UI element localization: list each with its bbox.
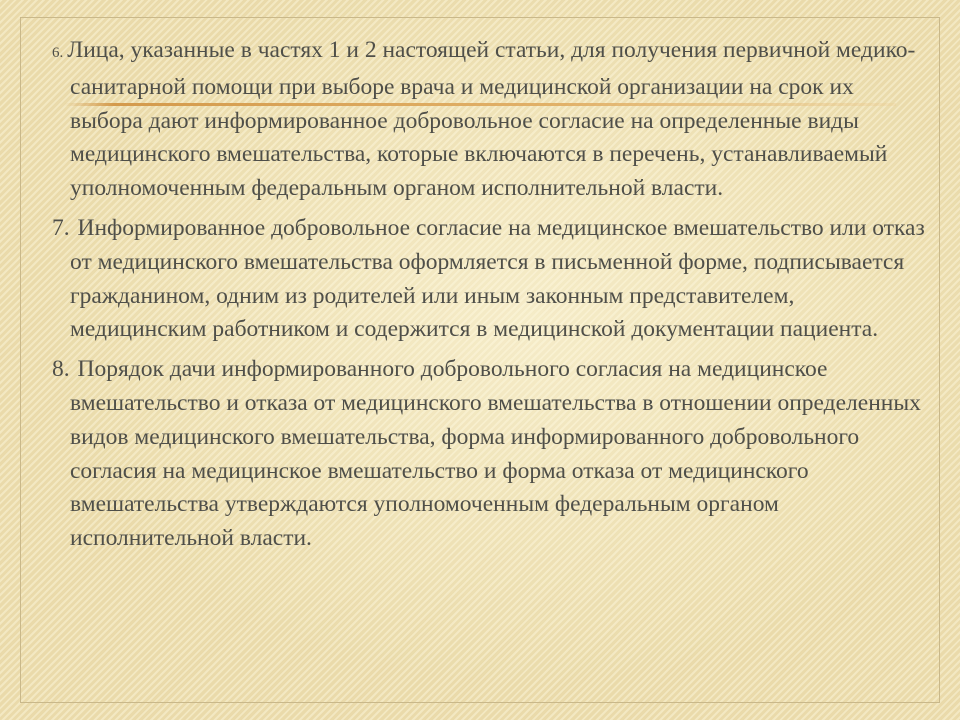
paragraph-text: Информированное добровольное согласие на медицинское вмешательство или отказ от медицинского вмешательства оформляется в письменной форме, подписывается гражданином, одним из родителей или иным законным представителем, медицинским работником и содержится в медицинской документации пациента. [70, 214, 925, 343]
slide-body [52, 34, 932, 562]
paragraph-number: 6. [52, 45, 64, 61]
paragraph-number: 8. [52, 356, 70, 383]
paragraph-8 [52, 353, 932, 556]
paragraph-6 [52, 34, 932, 206]
paragraph-number: 7. [52, 214, 70, 241]
paragraph-text: Лица, указанные в частях 1 и 2 настоящей статьи, для получения первичной медико-санитарной помощи при выборе врача и медицинской организации на срок их выбора дают информированное добровольное согласие на определенные виды медицинского вмешательства, которые включаются в перечень, устанавливаемый уполномоченным федеральным органом исполнительной власти. [67, 37, 916, 202]
paragraph-text: Порядок дачи информированного добровольного согласия на медицинское вмешательство и отказа от медицинского вмешательства в отношении определенных видов медицинского вмешательства, форма информированного добровольного согласия на медицинское вмешательство и форма отказа от медицинского вмешательства утверждаются уполномоченным федеральным органом исполнительной власти. [70, 356, 921, 552]
paragraph-7 [52, 212, 932, 347]
